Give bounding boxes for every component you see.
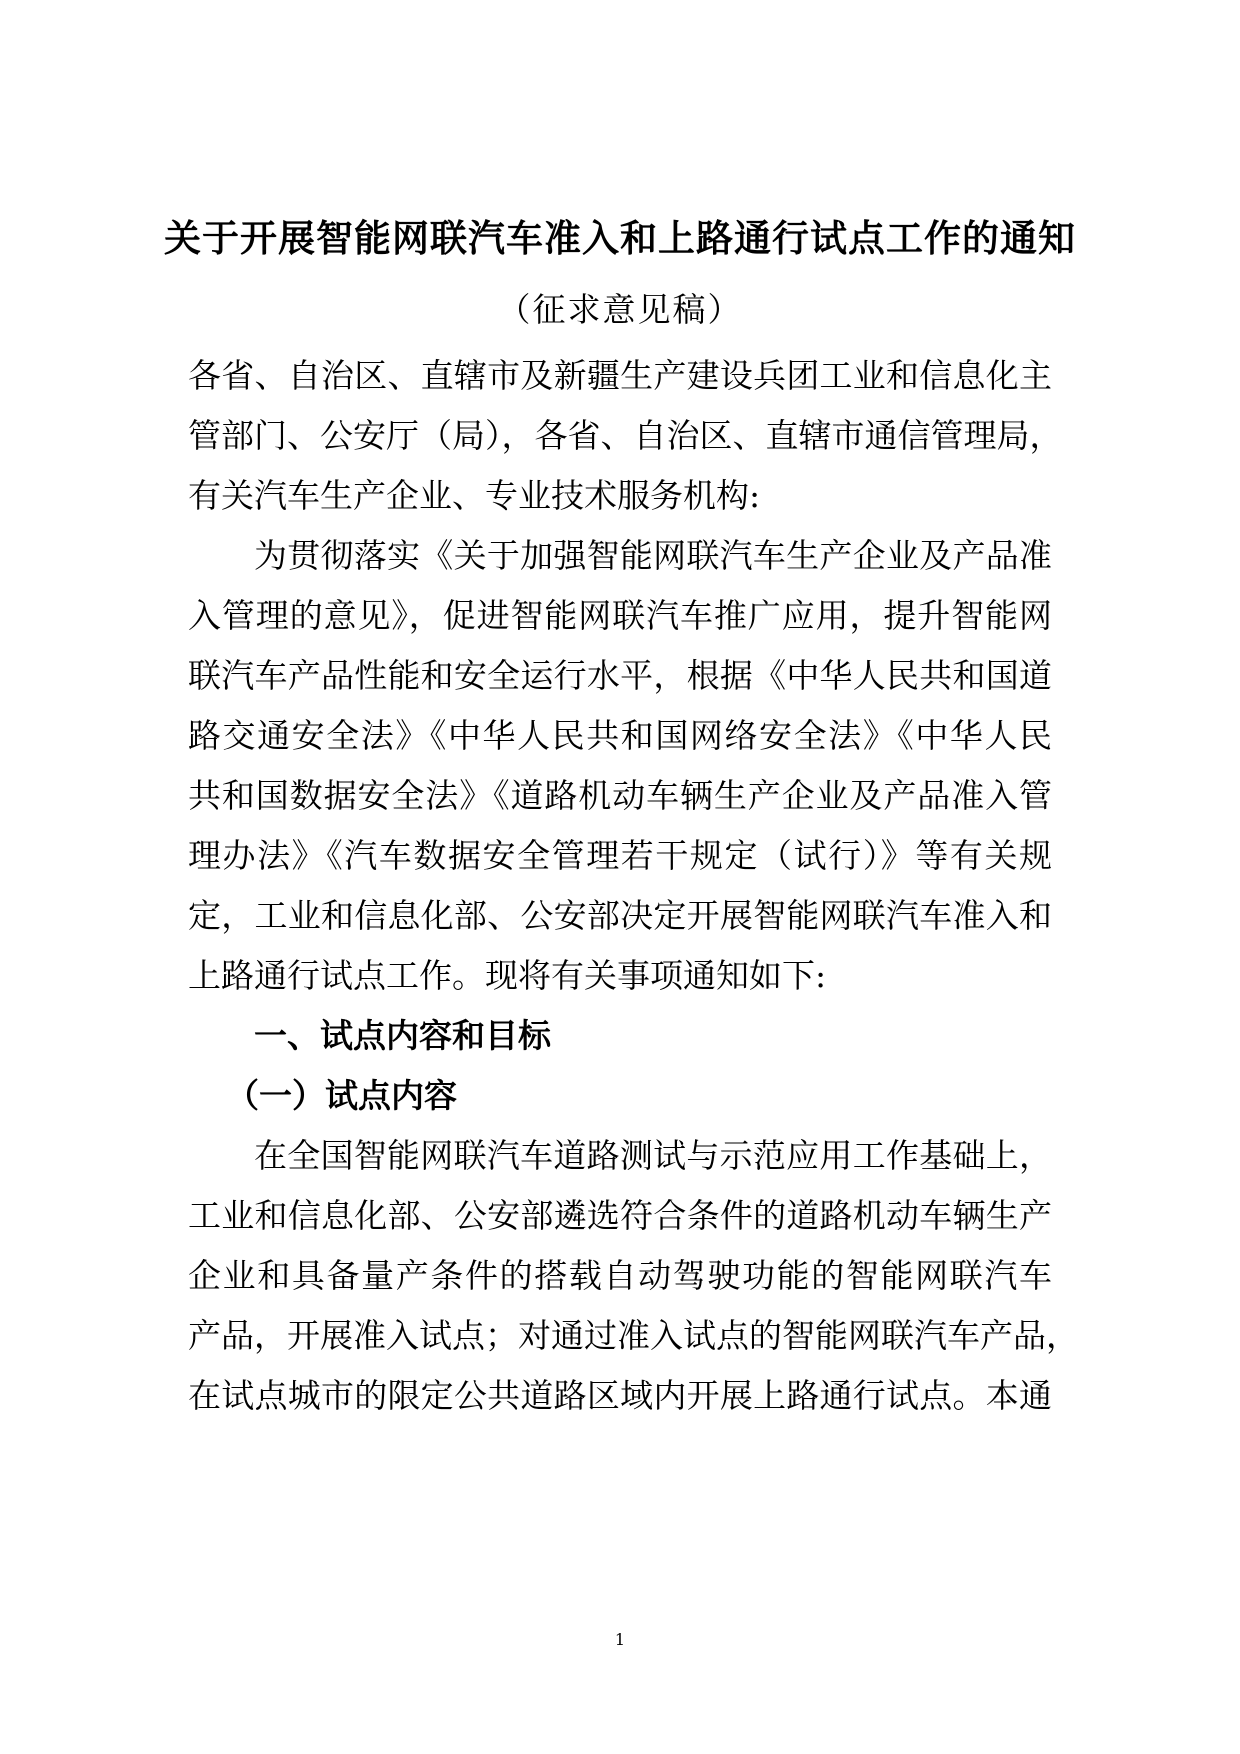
body-line: 工业和信息化部、公安部遴选符合条件的道路机动车辆生产 — [188, 1196, 1052, 1235]
intro-line: 为贯彻落实《关于加强智能网联汽车生产企业及产品准 — [254, 536, 1052, 575]
document-subtitle: （征求意见稿） — [497, 290, 743, 329]
intro-line: 共和国数据安全法》《道路机动车辆生产企业及产品准入管 — [188, 776, 1052, 815]
body-line: 产品，开展准入试点；对通过准入试点的智能网联汽车产品， — [188, 1316, 1079, 1355]
addressee-line: 管部门、公安厅（局），各省、自治区、直辖市通信管理局， — [188, 416, 1063, 455]
intro-line: 入管理的意见》，促进智能网联汽车推广应用，提升智能网 — [188, 596, 1052, 635]
body-line: 在全国智能网联汽车道路测试与示范应用工作基础上， — [254, 1136, 1052, 1175]
section-heading: 一、试点内容和目标 — [254, 1016, 551, 1055]
intro-line: 上路通行试点工作。现将有关事项通知如下: — [188, 956, 827, 995]
intro-line: 路交通安全法》《中华人民共和国网络安全法》《中华人民 — [188, 716, 1052, 755]
body-line: 在试点城市的限定公共道路区域内开展上路通行试点。本通 — [188, 1376, 1052, 1415]
document-title: 关于开展智能网联汽车准入和上路通行试点工作的通知 — [164, 216, 1076, 260]
intro-line: 理办法》《汽车数据安全管理若干规定（试行）》等有关规 — [188, 836, 1052, 875]
page-number: 1 — [614, 1630, 626, 1649]
intro-line: 定，工业和信息化部、公安部决定开展智能网联汽车准入和 — [188, 896, 1052, 935]
body-line: 企业和具备量产条件的搭载自动驾驶功能的智能网联汽车 — [188, 1256, 1052, 1295]
subsection-heading: （一）试点内容 — [226, 1076, 457, 1115]
addressee-line: 各省、自治区、直辖市及新疆生产建设兵团工业和信息化主 — [188, 356, 1052, 395]
addressee-line: 有关汽车生产企业、专业技术服务机构: — [188, 476, 761, 515]
intro-line: 联汽车产品性能和安全运行水平，根据《中华人民共和国道 — [188, 656, 1052, 695]
